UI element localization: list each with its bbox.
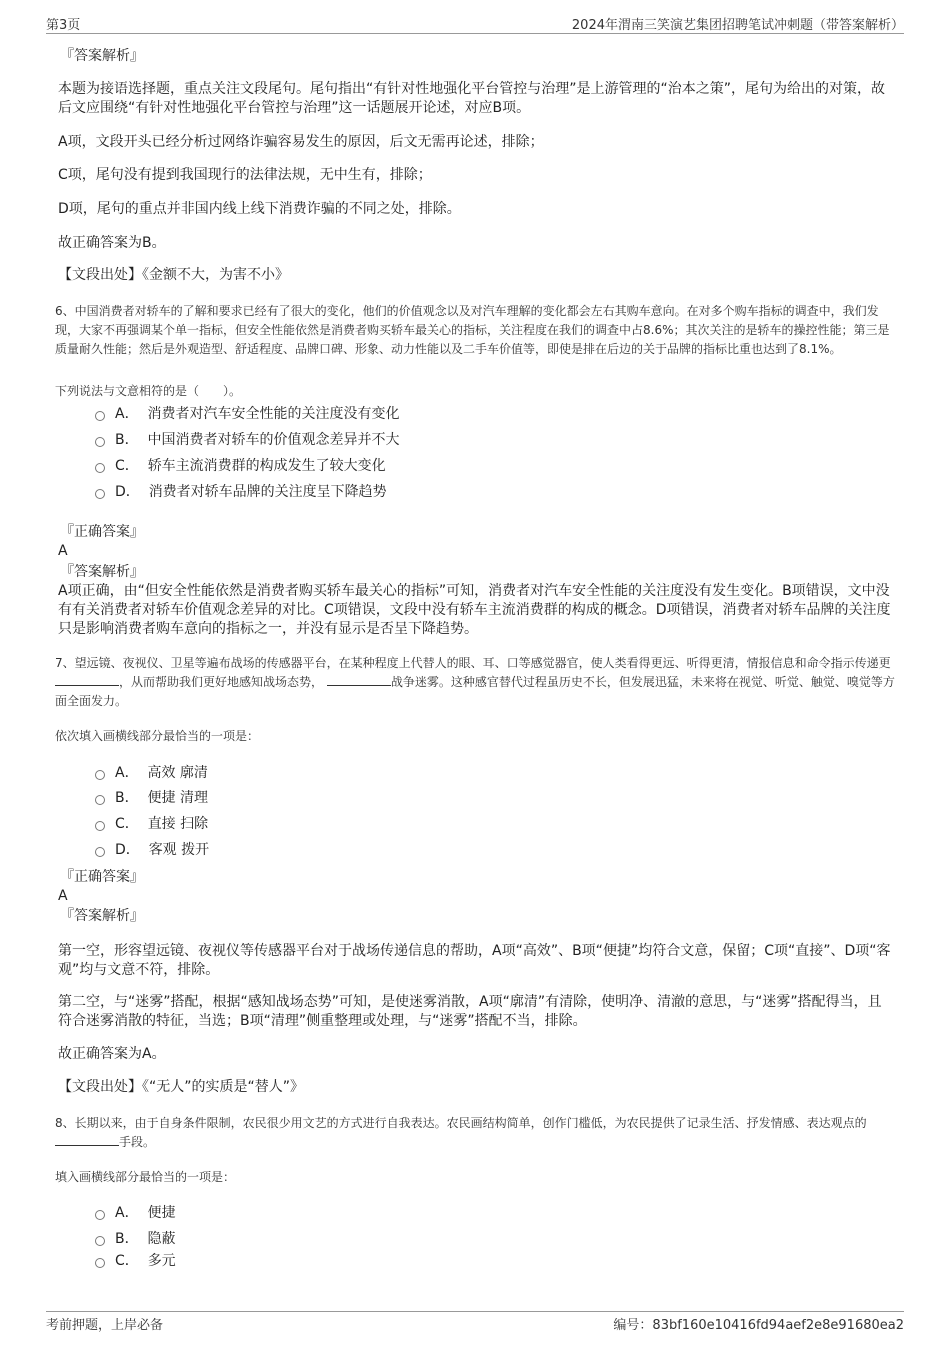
page-number: 第3页: [46, 18, 81, 33]
q7-analysis-p3: 故正确答案为A。: [58, 1046, 166, 1062]
q7-option-b[interactable]: B． 便捷 清理: [95, 788, 208, 808]
prev-analysis-p4: D项，尾句的重点并非国内线上线下消费诈骗的不同之处，排除。: [58, 201, 461, 217]
q7-question: 依次填入画横线部分最恰当的一项是：: [55, 729, 260, 743]
q6-answer-label: 『正确答案』: [60, 524, 144, 540]
radio-icon[interactable]: [95, 437, 105, 447]
radio-icon[interactable]: [95, 770, 105, 780]
radio-icon[interactable]: [95, 463, 105, 473]
q7-analysis-p1: 第一空，形容望远镜、夜视仪等传感器平台对于战场传递信息的帮助，A项“高效”、B项“便捷”均符合文意，保留；C项“直接”、D项“客观”均与文意不符，排除。: [58, 943, 891, 978]
q7-answer-label: 『正确答案』: [60, 869, 144, 885]
blank-line: [55, 673, 119, 686]
prev-source: 【文段出处】《金额不大，为害不小》: [58, 267, 289, 283]
radio-icon[interactable]: [95, 1258, 105, 1268]
radio-icon[interactable]: [95, 1236, 105, 1246]
prev-analysis-p1: 本题为接语选择题，重点关注文段尾句。尾句指出“有针对性地强化平台管控与治理”是上游管理的“治本之策”，尾句为给出的对策，故后文应围绕“有针对性地强化平台管控与治理”这一话题展开论述，对应B项。: [58, 81, 886, 116]
radio-icon[interactable]: [95, 1210, 105, 1220]
blank-line: [55, 1133, 119, 1146]
radio-icon[interactable]: [95, 411, 105, 421]
radio-icon[interactable]: [95, 795, 105, 805]
prev-analysis-p5: 故正确答案为B。: [58, 235, 166, 251]
q7-answer: A: [58, 888, 68, 904]
q7-source: 【文段出处】《“无人”的实质是“替人”》: [58, 1079, 305, 1095]
q7-option-c[interactable]: C． 直接 扫除: [95, 814, 208, 834]
q8-option-a[interactable]: A． 便捷: [95, 1203, 175, 1223]
q7-stem: 7、望远镜、夜视仪、卫星等遍布战场的传感器平台，在某种程度上代替人的眼、耳、口等感觉器官，使人类看得更远、听得更清，情报信息和命令指示传递更，从而帮助我们更好地感知战场态势， 战争迷雾。这种感官替代过程虽历史不长，但发展迅猛，未来将在视觉、听觉、触觉、嗅觉等方面全面发力。: [55, 656, 895, 708]
document-title: 2024年渭南三笑演艺集团招聘笔试冲刺题（带答案解析）: [571, 18, 904, 33]
q6-option-d[interactable]: D． 消费者对轿车品牌的关注度呈下降趋势: [95, 482, 387, 502]
q6-question: 下列说法与文意相符的是（ ）。: [55, 384, 242, 398]
blank-line: [327, 673, 391, 686]
q6-stem: 6、中国消费者对轿车的了解和要求已经有了很大的变化，他们的价值观念以及对汽车理解的变化都会左右其购车意向。在对多个购车指标的调查中，我们发现，大家不再强调某个单一指标，但安全性能依然是消费者购买轿车最关心的指标，关注程度在我们的调查中占8.6%；其次关注的是轿车的操控性能；第三是质量耐久性能；然后是外观造型、舒适程度、品牌口碑、形象、动力性能以及二手车价值等，即使是排在后边的关于品牌的指标比重也达到了8.1%。: [55, 304, 890, 356]
radio-icon[interactable]: [95, 847, 105, 857]
prev-analysis-p3: C项，尾句没有提到我国现行的法律法规，无中生有，排除；: [58, 167, 432, 183]
footer-doc-id: 编号：83bf160e10416fd94aef2e8e91680ea2: [613, 1318, 904, 1333]
prev-analysis-p2: A项，文段开头已经分析过网络诈骗容易发生的原因，后文无需再论述，排除；: [58, 134, 544, 150]
footer-slogan: 考前押题，上岸必备: [46, 1318, 164, 1333]
q6-option-c[interactable]: C． 轿车主流消费群的构成发生了较大变化: [95, 456, 386, 476]
radio-icon[interactable]: [95, 821, 105, 831]
q6-analysis: A项正确，由“但安全性能依然是消费者购买轿车最关心的指标”可知，消费者对汽车安全性能的关注度没有发生变化。B项错误，文中没有有关消费者对轿车价值观念差异的对比。C项错误，文段中没有轿车主流消费群的构成的概念。D项错误，消费者对轿车品牌的关注度只是影响消费者购车意向的指标之一，并没有显示是否呈下降趋势。: [58, 583, 891, 637]
q6-answer: A: [58, 543, 68, 559]
q6-option-a[interactable]: A． 消费者对汽车安全性能的关注度没有变化: [95, 404, 399, 424]
page-header: [46, 14, 904, 32]
prev-analysis-label: 『答案解析』: [60, 48, 144, 64]
q7-option-a[interactable]: A． 高效 廓清: [95, 763, 208, 783]
q7-option-d[interactable]: D． 客观 拨开: [95, 840, 209, 860]
q8-question: 填入画横线部分最恰当的一项是：: [55, 1170, 236, 1184]
q8-stem: 8、长期以来，由于自身条件限制，农民很少用文艺的方式进行自我表达。农民画结构简单，创作门槛低，为农民提供了记录生活、抒发情感、表达观点的手段。: [55, 1116, 867, 1149]
radio-icon[interactable]: [95, 489, 105, 499]
q6-analysis-label: 『答案解析』: [60, 564, 144, 580]
footer-divider: [46, 1311, 904, 1312]
page-footer: [46, 1314, 904, 1332]
q8-option-b[interactable]: B． 隐蔽: [95, 1229, 176, 1249]
q8-option-c[interactable]: C． 多元: [95, 1251, 176, 1271]
header-divider: [46, 33, 904, 34]
q7-analysis-label: 『答案解析』: [60, 908, 144, 924]
q7-analysis-p2: 第二空，与“迷雾”搭配，根据“感知战场态势”可知，是使迷雾消散，A项“廓清”有清除，使明净、清澈的意思，与“迷雾”搭配得当，且符合迷雾消散的特征，当选；B项“清理”侧重整理或处理，与“迷雾”搭配不当，排除。: [58, 994, 882, 1029]
q6-option-b[interactable]: B． 中国消费者对轿车的价值观念差异并不大: [95, 430, 400, 450]
